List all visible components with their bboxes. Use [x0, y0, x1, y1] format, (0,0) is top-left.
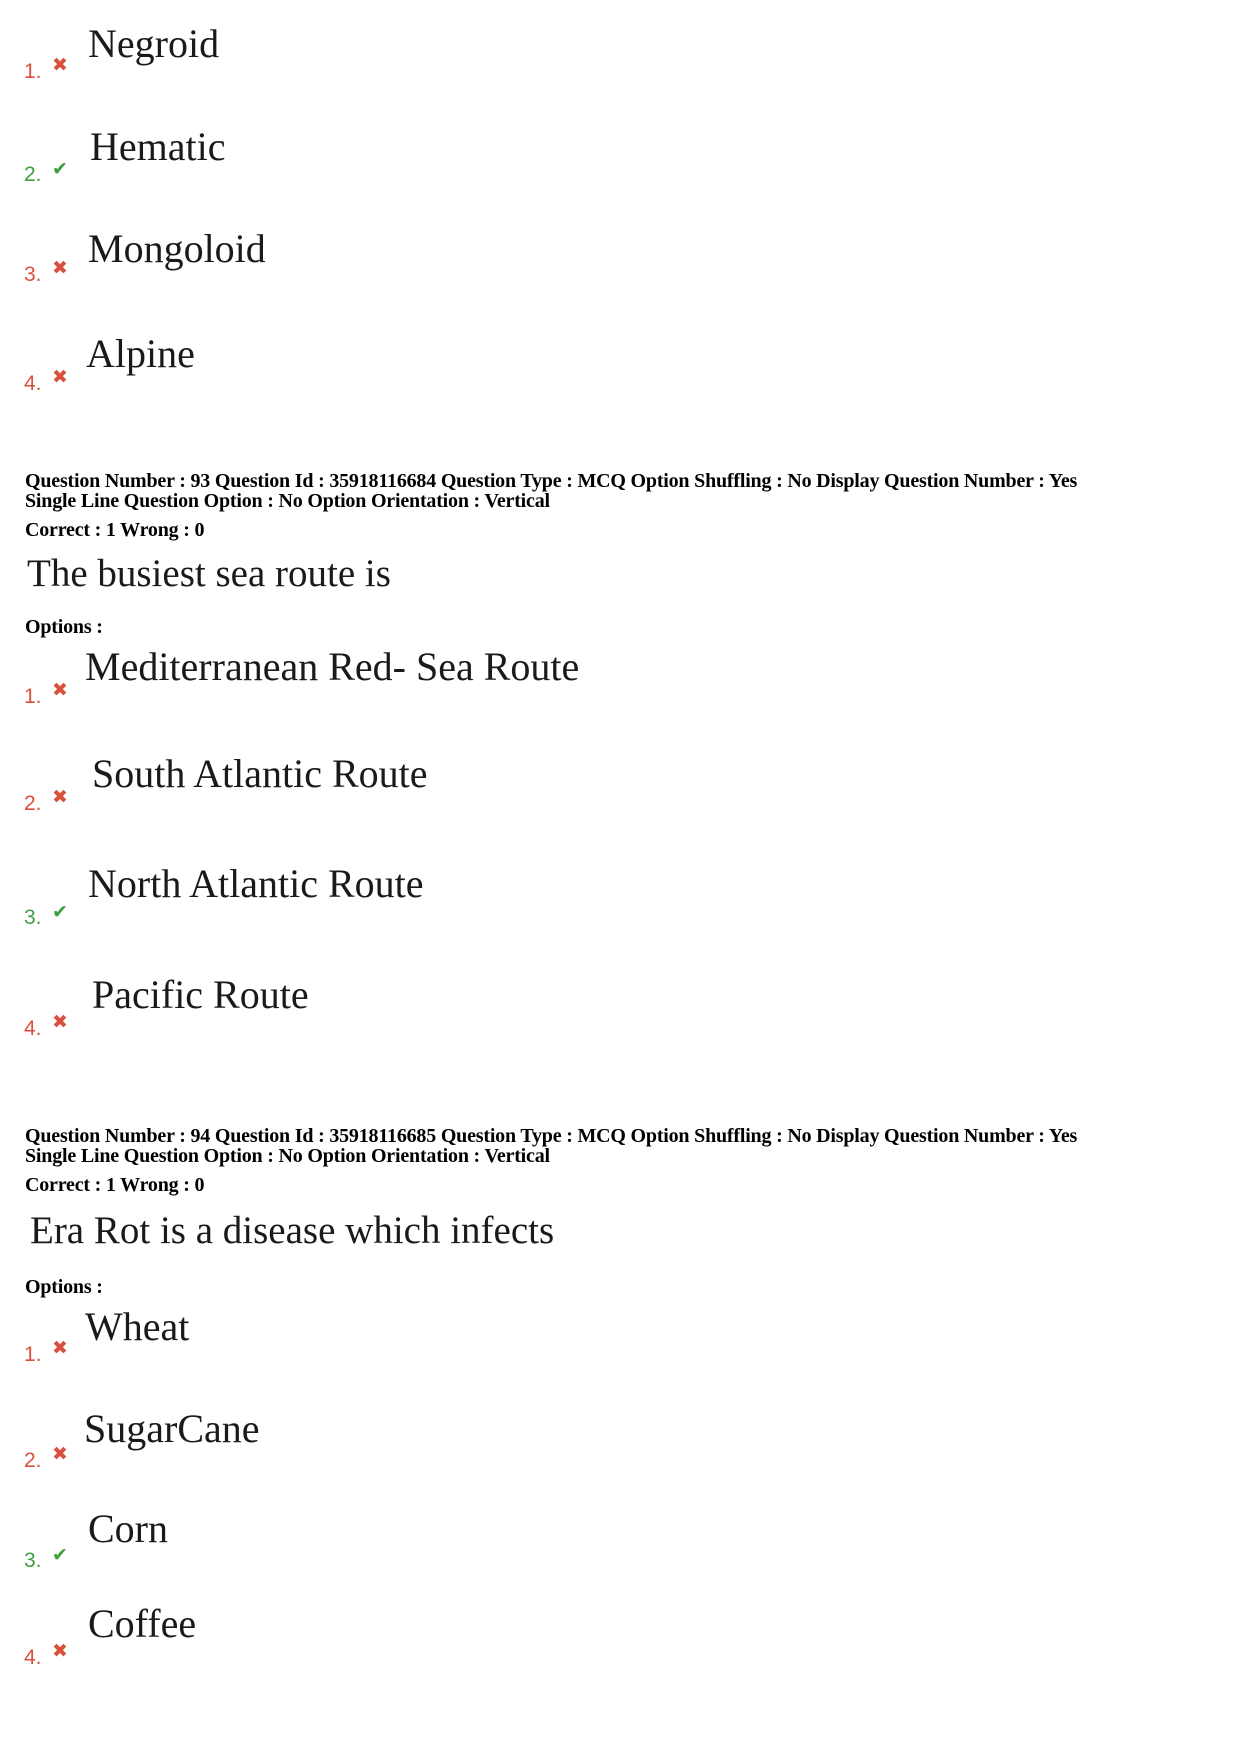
option-row	[0, 1601, 900, 1669]
option-number: 3.	[24, 1549, 42, 1572]
option-text: Pacific Route	[92, 972, 309, 1017]
option-text: SugarCane	[84, 1406, 260, 1451]
question-meta-line-1: Question Number : 94 Question Id : 35918116685 Question Type : MCQ Option Shuffling : No Display Question Number : Yes	[25, 1125, 1078, 1147]
option-text: Coffee	[88, 1601, 197, 1646]
options-label: Options :	[25, 1276, 103, 1298]
correct-check-icon: ✔	[52, 1544, 68, 1566]
wrong-cross-icon: ✖	[52, 1640, 68, 1662]
option-number: 1.	[24, 685, 42, 708]
option-number: 4.	[24, 372, 42, 395]
option-row	[0, 644, 900, 708]
option-row	[0, 1406, 900, 1472]
wrong-cross-icon: ✖	[52, 1011, 68, 1033]
wrong-cross-icon: ✖	[52, 679, 68, 701]
option-text: Alpine	[86, 331, 195, 376]
option-row	[0, 972, 900, 1040]
option-number: 2.	[24, 163, 42, 186]
option-row	[0, 1506, 900, 1572]
question-text: Era Rot is a disease which infects	[30, 1209, 555, 1252]
option-text: South Atlantic Route	[92, 751, 428, 796]
option-row	[0, 1305, 900, 1365]
wrong-cross-icon: ✖	[52, 1443, 68, 1465]
option-number: 2.	[24, 792, 42, 815]
option-text: Wheat	[85, 1304, 190, 1349]
question-text: The busiest sea route is	[27, 552, 391, 595]
options-label: Options :	[25, 616, 103, 638]
option-number: 4.	[24, 1646, 42, 1669]
correct-check-icon: ✔	[52, 158, 68, 180]
option-text: Mongoloid	[88, 226, 266, 271]
option-row	[0, 225, 900, 285]
question-meta-line-2: Single Line Question Option : No Option Orientation : Vertical	[25, 1145, 550, 1167]
option-number: 3.	[24, 906, 42, 929]
option-number: 4.	[24, 1017, 42, 1040]
wrong-cross-icon: ✖	[52, 1337, 68, 1359]
option-row	[0, 861, 900, 929]
correct-check-icon: ✔	[52, 901, 68, 923]
option-number: 2.	[24, 1449, 42, 1472]
option-number: 1.	[24, 60, 42, 83]
option-text: North Atlantic Route	[88, 861, 424, 906]
option-text: Corn	[88, 1506, 168, 1551]
question-marks: Correct : 1 Wrong : 0	[25, 519, 205, 541]
option-text: Hematic	[90, 124, 226, 169]
wrong-cross-icon: ✖	[52, 366, 68, 388]
option-text: Negroid	[88, 21, 220, 66]
wrong-cross-icon: ✖	[52, 54, 68, 76]
option-text: Mediterranean Red- Sea Route	[85, 644, 580, 689]
question-marks: Correct : 1 Wrong : 0	[25, 1174, 205, 1196]
option-row	[0, 123, 900, 186]
wrong-cross-icon: ✖	[52, 786, 68, 808]
option-row	[0, 751, 900, 815]
option-row	[0, 20, 900, 83]
option-number: 3.	[24, 263, 42, 286]
question-meta-line-1: Question Number : 93 Question Id : 35918116684 Question Type : MCQ Option Shuffling : No Display Question Number : Yes	[25, 470, 1078, 492]
wrong-cross-icon: ✖	[52, 257, 68, 279]
option-row	[0, 330, 900, 395]
option-number: 1.	[24, 1343, 42, 1366]
question-meta-line-2: Single Line Question Option : No Option Orientation : Vertical	[25, 490, 550, 512]
